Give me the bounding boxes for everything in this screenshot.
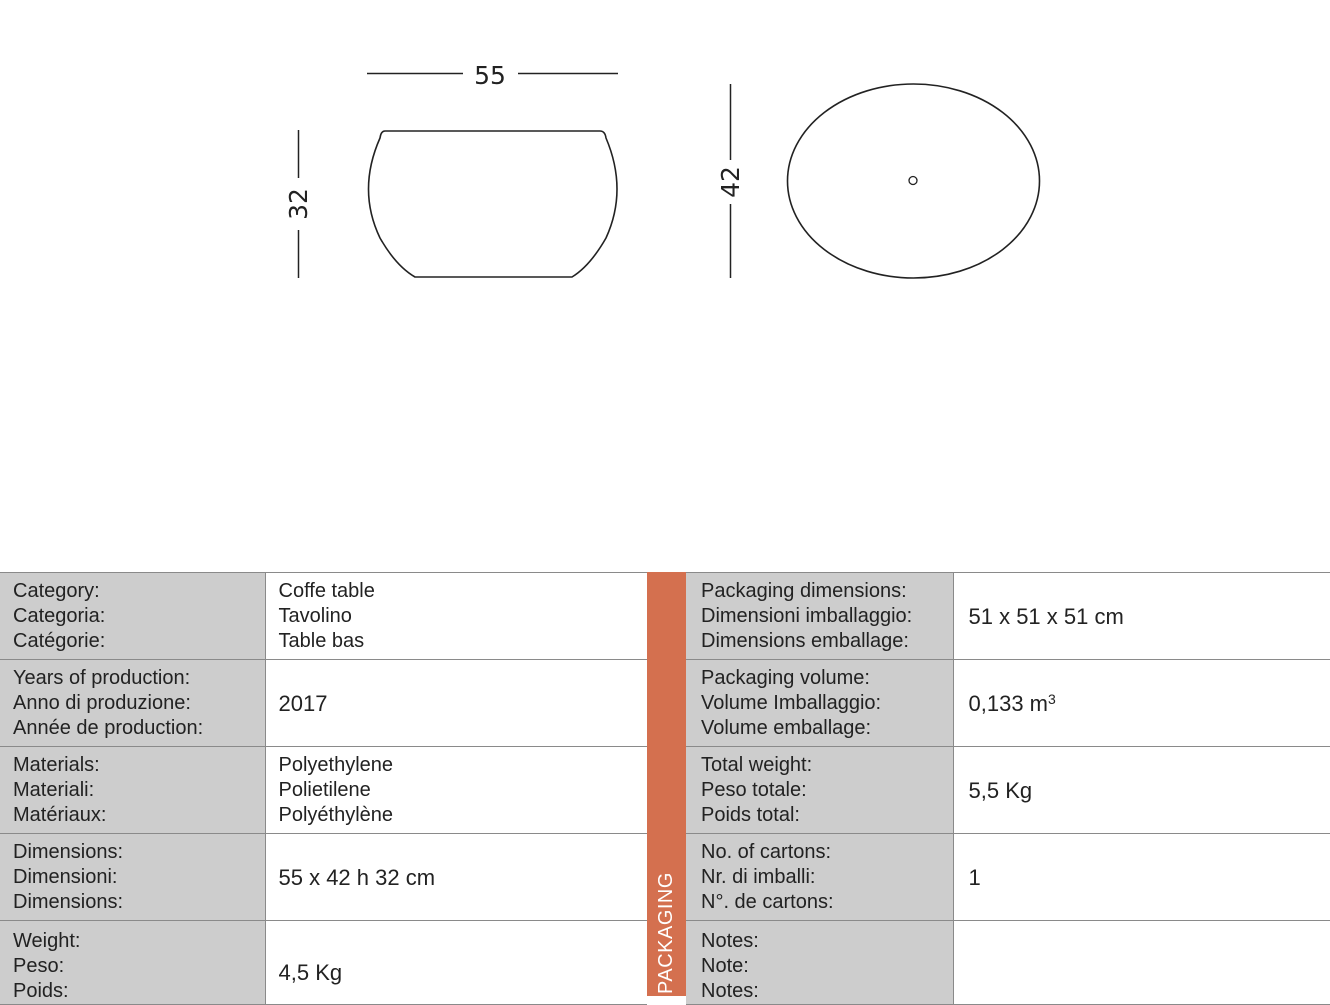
packaging-value [969, 691, 1330, 716]
spec-value-cell [265, 834, 647, 921]
spec-value-cell [265, 921, 647, 1005]
packaging-specs-table [686, 572, 1330, 1005]
packaging-value-cell [953, 834, 1330, 921]
packaging-label-fr: Poids total: [701, 803, 953, 828]
spec-value-it: Polietilene [279, 778, 648, 803]
packaging-section-band [647, 572, 686, 996]
product-specs-table [0, 572, 647, 1005]
packaging-row-dimensions [686, 573, 1330, 660]
center-hole [909, 177, 917, 185]
spec-label-it: Peso: [13, 954, 265, 979]
spec-label-en: Category: [13, 579, 265, 604]
packaging-row-cartons [686, 834, 1330, 921]
height-dimension-label: 32 [284, 188, 313, 220]
spec-label-fr: Poids: [13, 979, 265, 1004]
packaging-label-it: Note: [701, 954, 953, 979]
spec-row-years [0, 660, 647, 747]
packaging-value-cell [953, 921, 1330, 1005]
table-front-outline [369, 131, 618, 277]
spec-label-fr: Dimensions: [13, 890, 265, 915]
spec-value: 4,5 Kg [279, 960, 648, 985]
spec-value: 2017 [279, 691, 648, 716]
spec-value-cell [265, 747, 647, 834]
spec-label-cell [0, 834, 265, 921]
spec-label-fr: Catégorie: [13, 629, 265, 654]
spec-label-en: Years of production: [13, 666, 265, 691]
packaging-label-fr: Notes: [701, 979, 953, 1004]
spec-row-category [0, 573, 647, 660]
packaging-value-cell [953, 747, 1330, 834]
spec-value-en: Polyethylene [279, 753, 648, 778]
spec-row-dimensions [0, 834, 647, 921]
top-view [716, 84, 1040, 278]
packaging-label-fr: N°. de cartons: [701, 890, 953, 915]
packaging-label-it: Nr. di imballi: [701, 865, 953, 890]
packaging-label-en: No. of cartons: [701, 840, 953, 865]
packaging-label-fr: Volume emballage: [701, 716, 953, 741]
packaging-label-fr: Dimensions emballage: [701, 629, 953, 654]
spec-value-cell [265, 660, 647, 747]
packaging-label-cell [686, 660, 953, 747]
packaging-label-cell [686, 834, 953, 921]
packaging-value-cell [953, 573, 1330, 660]
spec-label-fr: Année de production: [13, 716, 265, 741]
table-top-outline [788, 84, 1040, 278]
spec-value-cell [265, 573, 647, 660]
packaging-label-cell [686, 921, 953, 1005]
packaging-row-total-weight [686, 747, 1330, 834]
depth-dimension-label: 42 [716, 166, 745, 198]
width-dimension-label: 55 [474, 61, 506, 90]
spec-label-en: Materials: [13, 753, 265, 778]
spec-value-en: Coffe table [279, 579, 648, 604]
spec-label-it: Dimensioni: [13, 865, 265, 890]
spec-label-it: Categoria: [13, 604, 265, 629]
spec-label-fr: Matériaux: [13, 803, 265, 828]
packaging-label-it: Peso totale: [701, 778, 953, 803]
spec-label-cell [0, 573, 265, 660]
packaging-label-en: Packaging volume: [701, 666, 953, 691]
spec-row-materials [0, 747, 647, 834]
packaging-section-label-wrap [647, 572, 686, 996]
packaging-value-cell [953, 660, 1330, 747]
spec-label-cell [0, 747, 265, 834]
spec-label-it: Anno di produzione: [13, 691, 265, 716]
spec-label-cell [0, 660, 265, 747]
technical-drawing [0, 0, 1330, 320]
packaging-value: 1 [969, 865, 1330, 890]
packaging-volume-value: 0,133 m [969, 691, 1049, 716]
spec-value-fr: Polyéthylène [279, 803, 648, 828]
spec-value-it: Tavolino [279, 604, 648, 629]
packaging-label-en: Total weight: [701, 753, 953, 778]
spec-label-en: Dimensions: [13, 840, 265, 865]
spec-value: 55 x 42 h 32 cm [279, 865, 648, 890]
spec-label-it: Materiali: [13, 778, 265, 803]
spec-label-cell [0, 921, 265, 1005]
packaging-section-label: PACKAGING [655, 872, 678, 994]
packaging-volume-exponent: 3 [1048, 691, 1056, 707]
spec-row-weight [0, 921, 647, 1005]
packaging-label-en: Packaging dimensions: [701, 579, 953, 604]
spec-value-fr: Table bas [279, 629, 648, 654]
packaging-label-cell [686, 573, 953, 660]
packaging-label-it: Volume Imballaggio: [701, 691, 953, 716]
packaging-label-it: Dimensioni imballaggio: [701, 604, 953, 629]
front-view [284, 61, 618, 278]
packaging-value: 5,5 Kg [969, 778, 1330, 803]
packaging-label-cell [686, 747, 953, 834]
packaging-label-en: Notes: [701, 929, 953, 954]
spec-label-en: Weight: [13, 929, 265, 954]
packaging-row-notes [686, 921, 1330, 1005]
packaging-value: 51 x 51 x 51 cm [969, 604, 1330, 629]
packaging-row-volume [686, 660, 1330, 747]
